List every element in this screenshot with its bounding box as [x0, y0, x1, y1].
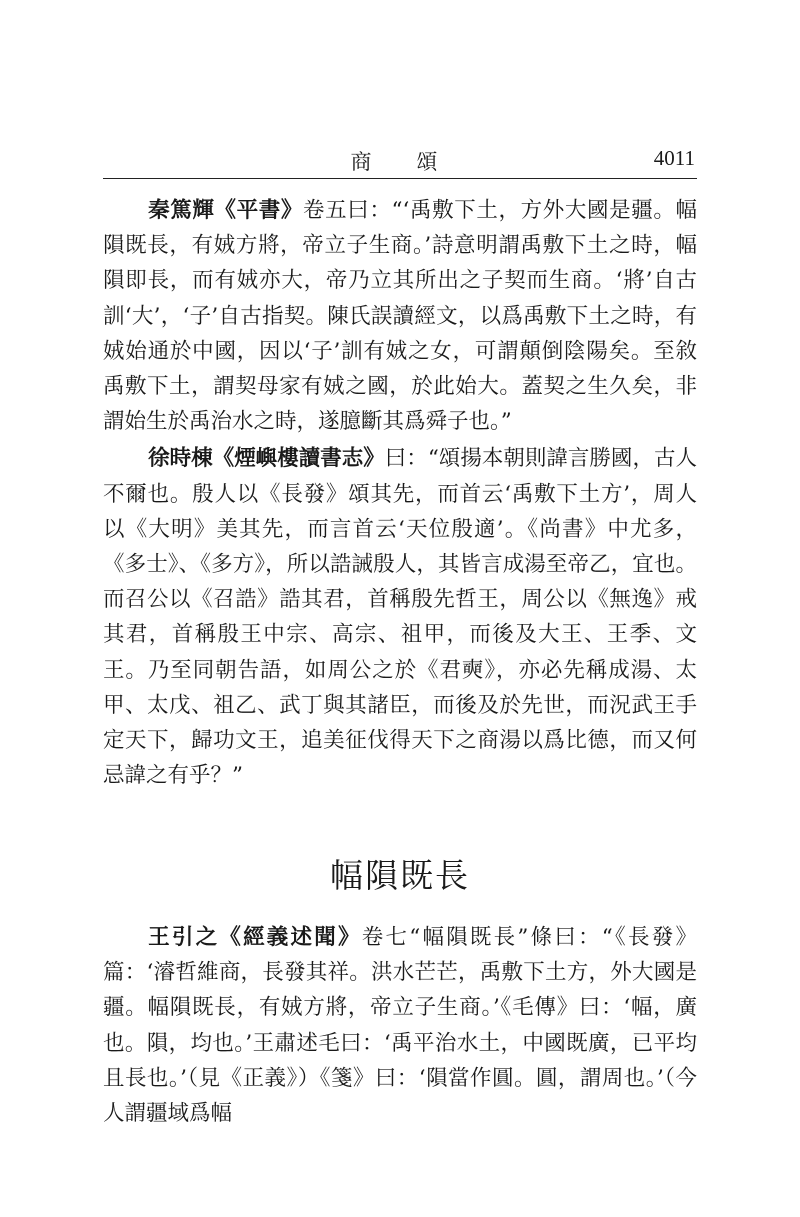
main-text: [103, 193, 697, 793]
section-text: [103, 920, 697, 1131]
author-name: 徐時棟: [148, 446, 213, 472]
page-header: [103, 140, 697, 180]
paragraph-text: 曰：“頌揚本朝則諱言勝國，古人不爾也。殷人以《長發》頌其先，而首云‘禹敷下土方’，周人以《大明》美其先，而言首云‘天位殷適’。《尚書》中尤多，《多士》、《多方》，所以誥誡殷人，其皆言成湯至帝乙，宜也。而召公以《召誥》誥其君，首稱殷先哲王，周公以《無逸》戒其君，首稱殷王中宗、高宗、祖甲，而後及大王、王季、文王。乃至同朝告語，如周公之於《君奭》，亦必先稱成湯、太甲、太戊、祖乙、武丁與其諸臣，而後及於先世，而況武王手定天下，歸功文王，追美征伐得天下之商湯以爲比德，而又何忌諱之有乎？”: [103, 446, 697, 789]
paragraph-text: 卷五曰：“‘禹敷下土，方外大國是疆。幅隕既長，有娀方將，帝立子生商。’詩意明謂禹敷下土之時，幅隕即長，而有娀亦大，帝乃立其所出之子契而生商。‘將’自古訓‘大’，‘子’自古指契。陳氏誤讀經文，以爲禹敷下土之時，有娀始通於中國，因以‘子’訓有娀之女，可謂顛倒陰陽矣。至敘禹敷下土，謂契母家有娀之國，於此始大。蓋契之生久矣，非謂始生於禹治水之時，遂臆斷其爲舜子也。”: [103, 198, 697, 435]
page-number: 4011: [653, 146, 695, 170]
work-title: 《平書》: [214, 198, 304, 223]
author-name: 王引之: [148, 925, 220, 950]
header-rule: [103, 178, 697, 179]
paragraph-xu-shidong: [103, 441, 697, 793]
work-title: 《煙嶼樓讀書志》: [212, 446, 385, 472]
paragraph-text: 卷七“幅隕既長”條曰：“《長發》篇：‘濬哲維商，長發其祥。洪水芒芒，禹敷下土方，外大國是疆。幅隕既長，有娀方將，帝立子生商。’《毛傳》曰：‘幅，廣也。隕，均也。’王肅述毛曰：‘禹平治水土，中國既廣，已平均且長也。’（見《正義》）《箋》曰：‘隕當作圓。圓，謂周也。’（今人謂疆域爲幅: [103, 925, 697, 1127]
author-name: 秦篤輝: [148, 198, 215, 223]
section-heading: 幅隕既長: [330, 856, 470, 895]
paragraph-wang-yinzhi: [103, 920, 697, 1131]
running-title: 商 頌: [350, 150, 450, 174]
work-title: 《經義述聞》: [219, 925, 362, 950]
paragraph-qin-duhui: [103, 193, 697, 439]
